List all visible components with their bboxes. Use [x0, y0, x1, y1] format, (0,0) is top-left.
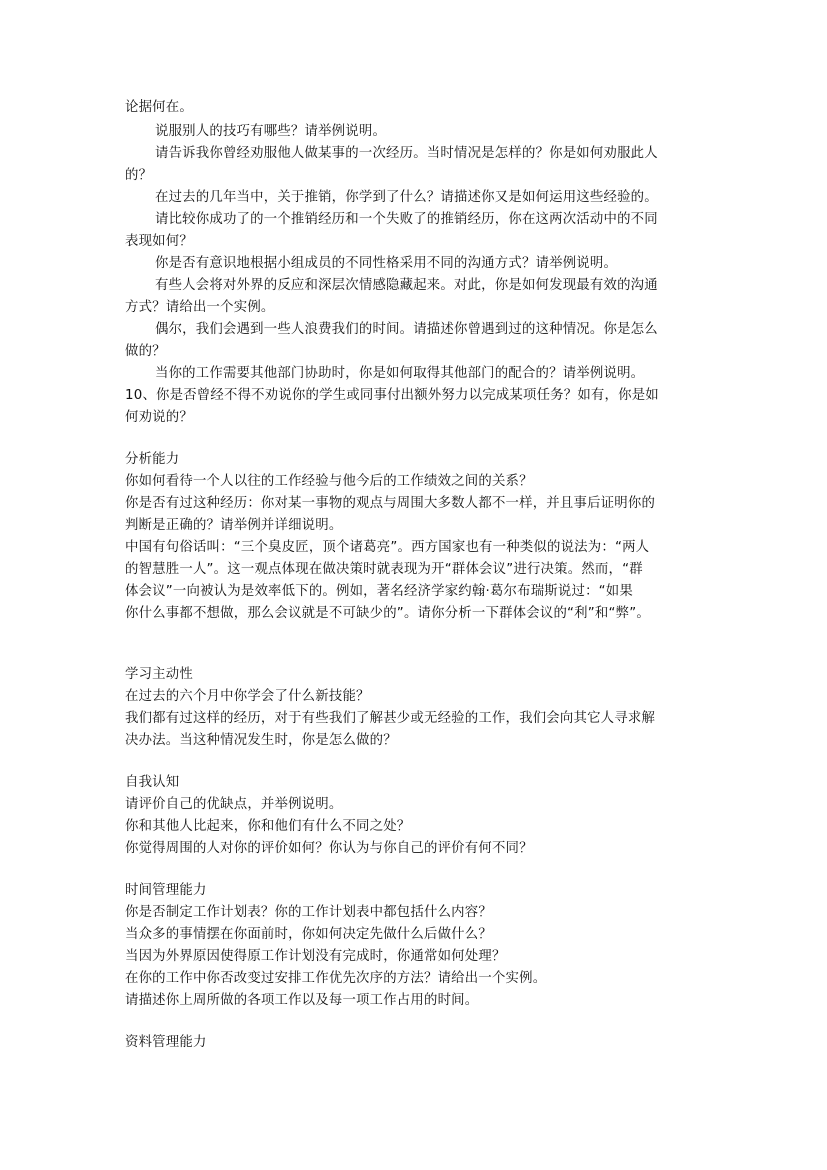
persuasion-q6: 有些人会将对外界的反应和深层次情感隐藏起来。对此，你是如何发现最有效的沟通 — [155, 278, 658, 293]
analysis-line: 判断是正确的？请举例并详细说明。 — [125, 518, 343, 533]
persuasion-q3: 在过去的几年当中，关于推销，你学到了什么？请描述你又是如何运用这些经验的。 — [155, 190, 658, 205]
analysis-line: 你是否有过这种经历：你对某一事物的观点与周围大多数人都不一样，并且事后证明你的 — [125, 496, 656, 511]
time-line: 当因为外界原因使得原工作计划没有完成时，你通常如何处理？ — [125, 949, 506, 964]
learning-line: 在过去的六个月中你学会了什么新技能？ — [125, 689, 370, 704]
analysis-line: 你什么事都不想做，那么会议就是不可缺少的”。请你分析一下群体会议的“利”和“弊”。 — [125, 606, 650, 621]
persuasion-q6-cont: 方式？请给出一个实例。 — [125, 300, 275, 315]
analysis-line: 的智慧胜一人”。这一观点体现在做决策时就表现为开“群体会议”进行决策。然而，“群 — [125, 562, 643, 577]
learning-line: 决办法。当这种情况发生时，你是怎么做的？ — [125, 733, 397, 748]
section-heading-self: 自我认知 — [125, 775, 180, 790]
time-line: 当众多的事情摆在你面前时，你如何决定先做什么后做什么？ — [125, 927, 492, 942]
analysis-line: 中国有句俗话叫：“三个臭皮匠，顶个诸葛亮”。西方国家也有一种类似的说法为：“两人 — [125, 540, 650, 555]
persuasion-q2-cont: 的？ — [125, 168, 153, 183]
time-line: 请描述你上周所做的各项工作以及每一项工作占用的时间。 — [125, 993, 479, 1008]
persuasion-q1: 说服别人的技巧有哪些？请举例说明。 — [155, 124, 387, 139]
self-line: 请评价自己的优缺点，并举例说明。 — [125, 797, 343, 812]
persuasion-q10-cont: 何劝说的？ — [125, 410, 193, 425]
section-heading-data-management: 资料管理能力 — [125, 1035, 207, 1050]
learning-line: 我们都有过这样的经历，对于有些我们了解甚少或无经验的工作，我们会向其它人寻求解 — [125, 711, 656, 726]
persuasion-q4-cont: 表现如何？ — [125, 234, 193, 249]
persuasion-q2: 请告诉我你曾经劝服他人做某事的一次经历。当时情况是怎样的？你是如何劝服此人 — [155, 146, 658, 161]
persuasion-q7-cont: 做的？ — [125, 344, 166, 359]
persuasion-q8: 当你的工作需要其他部门协助时，你是如何取得其他部门的配合的？请举例说明。 — [155, 366, 645, 381]
persuasion-q10: 10、你是否曾经不得不劝说你的学生或同事付出额外努力以完成某项任务？如有，你是如 — [125, 388, 659, 403]
persuasion-q5: 你是否有意识地根据小组成员的不同性格采用不同的沟通方式？请举例说明。 — [155, 256, 618, 271]
persuasion-q4: 请比较你成功了的一个推销经历和一个失败了的推销经历，你在这两次活动中的不同 — [155, 212, 658, 227]
time-line: 你是否制定工作计划表？你的工作计划表中都包括什么内容？ — [125, 905, 492, 920]
time-line: 在你的工作中你否改变过安排工作优先次序的方法？请给出一个实例。 — [125, 971, 547, 986]
self-line: 你和其他人比起来，你和他们有什么不同之处？ — [125, 819, 411, 834]
self-line: 你觉得周围的人对你的评价如何？你认为与你自己的评价有何不同？ — [125, 841, 533, 856]
section-heading-analysis: 分析能力 — [125, 452, 180, 467]
continuation-text: 论据何在。 — [125, 100, 193, 115]
section-heading-time: 时间管理能力 — [125, 883, 207, 898]
section-heading-learning: 学习主动性 — [125, 667, 193, 682]
analysis-line: 你如何看待一个人以往的工作经验与他今后的工作绩效之间的关系？ — [125, 474, 533, 489]
persuasion-q7: 偶尔，我们会遇到一些人浪费我们的时间。请描述你曾遇到过的这种情况。你是怎么 — [155, 322, 658, 337]
analysis-line: 体会议”一向被认为是效率低下的。例如，著名经济学家约翰·葛尔布瑞斯说过：“如果 — [125, 584, 633, 599]
